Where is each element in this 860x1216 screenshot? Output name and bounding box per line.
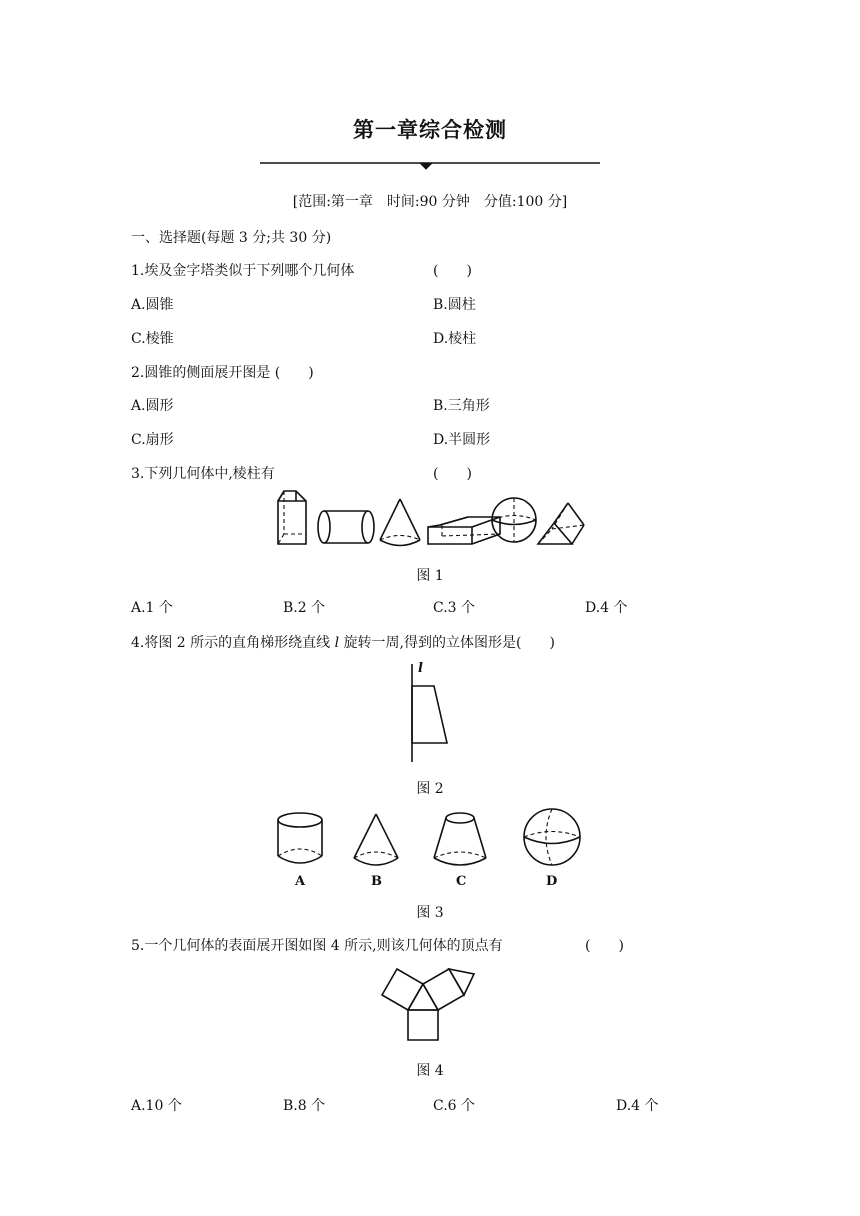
section-heading: 一、选择题(每题 3 分;共 30 分) <box>131 230 332 246</box>
question-2-option-b: B.三角形 <box>433 398 490 414</box>
figure-1-caption: 图 1 <box>416 568 444 584</box>
question-3-option-a: A.1 个 <box>131 600 173 616</box>
question-2-option-d: D.半圆形 <box>433 432 491 448</box>
question-2-option-a: A.圆形 <box>131 398 174 414</box>
figure-4-net <box>378 964 488 1044</box>
figure-4-right-triangle <box>449 969 474 995</box>
question-3-option-c: C.3 个 <box>433 600 476 616</box>
question-1-option-b: B.圆柱 <box>433 297 476 313</box>
question-1-option-d: D.棱柱 <box>433 331 477 347</box>
figure-1-cylinder <box>318 511 374 543</box>
figure-3-options <box>270 806 590 889</box>
question-5-option-b: B.8 个 <box>283 1098 326 1114</box>
figure-1-prism-tower <box>278 491 306 544</box>
figure-4-triangle <box>408 984 438 1010</box>
question-3-option-d: D.4 个 <box>585 600 628 616</box>
figure-3-caption: 图 3 <box>416 905 444 921</box>
question-5-answer-bracket: ( ) <box>585 938 624 954</box>
figure-4-right-square <box>423 969 464 1010</box>
figure-3-label-b: B <box>371 874 382 889</box>
question-5-option-a: A.10 个 <box>131 1098 182 1114</box>
question-1-option-c: C.棱锥 <box>131 331 174 347</box>
figure-3-option-a-cylinder <box>278 813 322 889</box>
figure-1-cone <box>380 499 420 546</box>
question-4-stem <box>131 632 555 652</box>
figure-1-triangular-prism <box>538 503 584 544</box>
figure-1-sphere <box>492 498 536 542</box>
figure-3-label-d: D <box>546 874 558 889</box>
figure-4-bottom-square <box>408 1010 438 1040</box>
question-2-stem: 2.圆锥的侧面展开图是 ( ) <box>131 365 314 381</box>
figure-2-axis-label: l <box>418 661 423 676</box>
question-4-stem-before: 4.将图 2 所示的直角梯形绕直线 <box>131 635 335 651</box>
figure-2-trapezoid <box>404 660 464 770</box>
figure-3-label-c: C <box>456 874 467 889</box>
question-3-stem: 3.下列几何体中,棱柱有 <box>131 466 275 482</box>
question-1-answer-bracket: ( ) <box>433 263 472 279</box>
figure-2-caption: 图 2 <box>416 781 444 797</box>
question-4-stem-variable: l <box>334 635 340 651</box>
figure-3-option-c-frustum <box>434 813 486 889</box>
question-4-stem-after: 旋转一周,得到的立体图形是( ) <box>339 635 555 651</box>
question-1-option-a: A.圆锥 <box>131 297 174 313</box>
figure-1-solids <box>272 489 592 551</box>
figure-4-caption: 图 4 <box>416 1063 444 1079</box>
question-2-option-c: C.扇形 <box>131 432 174 448</box>
figure-1-flat-box <box>428 517 500 544</box>
question-1-stem: 1.埃及金字塔类似于下列哪个几何体 <box>131 263 355 279</box>
test-meta: [范围:第一章 时间:90 分钟 分值:100 分] <box>292 194 568 210</box>
question-5-option-d: D.4 个 <box>616 1098 659 1114</box>
figure-2-shape <box>412 686 447 743</box>
title-divider <box>0 154 860 174</box>
question-5-stem: 5.一个几何体的表面展开图如图 4 所示,则该几何体的顶点有 <box>131 938 503 954</box>
question-5-option-c: C.6 个 <box>433 1098 476 1114</box>
page-title: 第一章综合检测 <box>353 118 507 142</box>
figure-3-option-b-cone <box>354 814 398 889</box>
figure-4-left-square <box>382 969 423 1010</box>
figure-3-option-d-sphere <box>524 809 580 889</box>
question-3-answer-bracket: ( ) <box>433 466 472 482</box>
figure-3-label-a: A <box>295 874 306 889</box>
question-3-option-b: B.2 个 <box>283 600 326 616</box>
